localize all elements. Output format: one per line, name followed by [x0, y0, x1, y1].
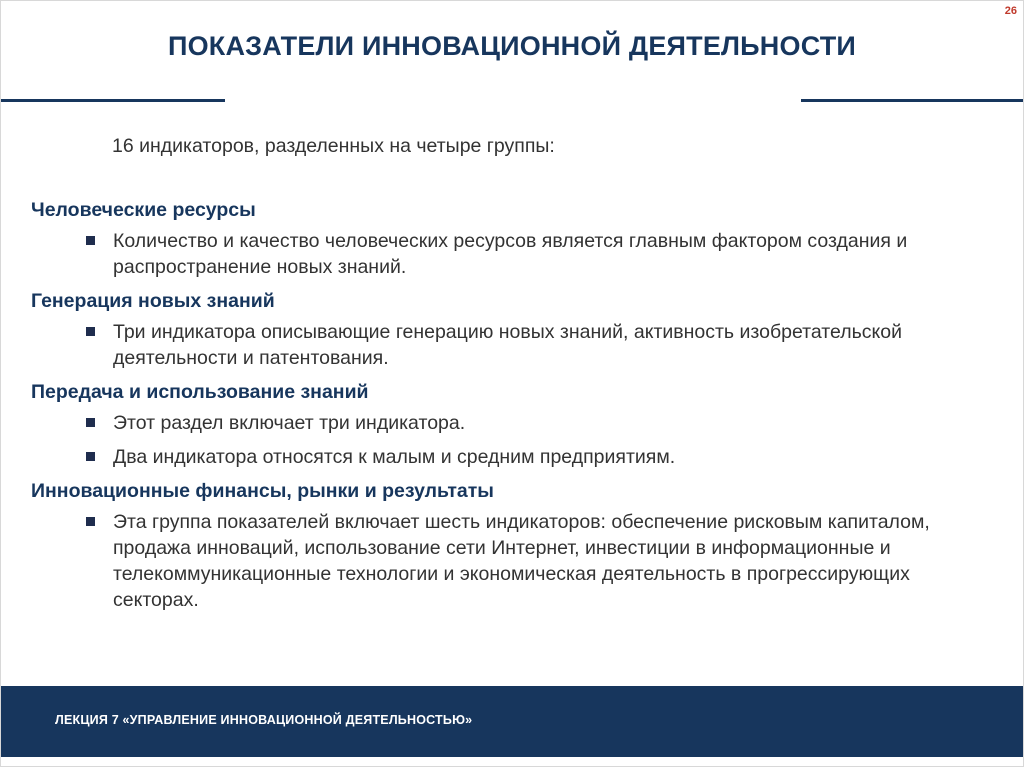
bullet-text: Этот раздел включает три индикатора. — [113, 412, 466, 434]
page-number: 26 — [1004, 5, 1017, 17]
group-heading-knowledge-transfer: Передача и использование знаний — [31, 381, 369, 403]
bullet-item — [31, 410, 991, 436]
title-divider-right — [801, 99, 1023, 102]
bullet-item — [31, 444, 991, 470]
footer-lecture-title: ЛЕКЦИЯ 7 «УПРАВЛЕНИЕ ИННОВАЦИОННОЙ ДЕЯТЕЛЬНОСТЬЮ» — [55, 713, 473, 727]
square-bullet-icon — [86, 418, 95, 427]
bullet-text: Количество и качество человеческих ресурсов является главным фактором создания и распространение новых знаний. — [113, 230, 908, 278]
square-bullet-icon — [86, 452, 95, 461]
bullet-text: Эта группа показателей включает шесть индикаторов: обеспечение рисковым капиталом, продажа инноваций, использование сети Интернет, инвестиции в информационные и телекоммуникационные технологии и экономическая деятельность в прогрессирующих секторах. — [113, 511, 930, 611]
square-bullet-icon — [86, 517, 95, 526]
bullet-list — [31, 410, 991, 470]
bullet-text: Три индикатора описывающие генерацию новых знаний, активность изобретательской деятельности и патентования. — [113, 321, 902, 369]
group-heading-knowledge-generation: Генерация новых знаний — [31, 290, 275, 312]
group-heading-human-resources: Человеческие ресурсы — [31, 199, 256, 221]
square-bullet-icon — [86, 327, 95, 336]
bullet-item — [31, 319, 991, 371]
square-bullet-icon — [86, 236, 95, 245]
slide-title: ПОКАЗАТЕЛИ ИННОВАЦИОННОЙ ДЕЯТЕЛЬНОСТИ — [167, 31, 857, 61]
bullet-text: Два индикатора относятся к малым и средним предприятиям. — [113, 446, 676, 468]
bullet-item — [31, 228, 991, 280]
bullet-list — [31, 228, 991, 280]
title-divider-left — [1, 99, 225, 102]
footer-bar — [1, 686, 1023, 757]
group-heading-innovation-finance: Инновационные финансы, рынки и результаты — [31, 480, 494, 502]
bullet-list — [31, 319, 991, 371]
intro-text: 16 индикаторов, разделенных на четыре группы: — [112, 135, 555, 157]
bullet-list — [31, 509, 991, 613]
content-area — [31, 197, 991, 621]
bullet-item — [31, 509, 991, 613]
